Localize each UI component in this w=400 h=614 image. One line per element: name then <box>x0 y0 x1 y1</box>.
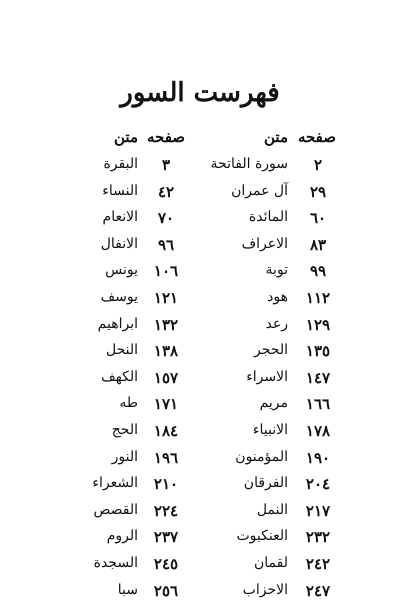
surah-name: الانفال <box>100 236 138 252</box>
page-number: ٦٠ <box>309 209 327 227</box>
page-number: ١٤٧ <box>305 369 331 387</box>
table-row <box>0 555 400 581</box>
surah-name: النحل <box>105 342 138 358</box>
page-number: ٢٣٢ <box>305 528 331 546</box>
page-title: فهرست السور <box>120 78 280 108</box>
page-number: ١٣٨ <box>153 342 179 360</box>
table-header <box>0 128 400 154</box>
page-number: ٢٠٤ <box>305 475 331 493</box>
surah-name: الفرقان <box>243 475 288 491</box>
page-number: ١٣٥ <box>305 342 331 360</box>
page-number: ٢٤٢ <box>305 555 331 573</box>
surah-name: رعد <box>265 316 288 332</box>
surah-name: النساء <box>102 183 138 199</box>
page-number: ١٧١ <box>153 395 179 413</box>
page-number: ١١٢ <box>305 289 331 307</box>
page-number: ١٢٩ <box>305 316 331 334</box>
surah-name: الكهف <box>101 369 138 385</box>
surah-name: سبا <box>117 582 138 598</box>
table-row <box>0 262 400 288</box>
page-number: ١٩٦ <box>153 449 179 467</box>
surah-name: الانبياء <box>252 422 288 438</box>
surah-name: النمل <box>256 502 288 518</box>
page-number: ١٩٠ <box>305 449 331 467</box>
page-number: ١٣٢ <box>153 316 179 334</box>
page-number: ٩٩ <box>309 262 327 280</box>
surah-name: الحج <box>111 422 138 438</box>
table-row <box>0 502 400 528</box>
page-number: ٢٣٧ <box>153 528 179 546</box>
table-row <box>0 422 400 448</box>
table-row <box>0 528 400 554</box>
page-number: ١٦٦ <box>305 395 331 413</box>
surah-name: طه <box>119 395 138 411</box>
table-row <box>0 342 400 368</box>
page-number: ٢٢٤ <box>153 502 179 520</box>
page-number: ٧٠ <box>157 209 175 227</box>
surah-name: الاحزاب <box>242 582 288 598</box>
surah-name: العنكبوت <box>236 528 288 544</box>
page-number: ٢١٠ <box>153 475 179 493</box>
page-number: ١٧٨ <box>305 422 331 440</box>
header-name-1: متن <box>264 128 288 146</box>
surah-name: ابراهيم <box>97 316 138 332</box>
surah-name: آل عمران <box>231 183 288 199</box>
surah-name: مريم <box>259 395 288 411</box>
page-number: ٢ <box>313 156 323 174</box>
surah-name: السجدة <box>93 555 138 571</box>
table-row <box>0 449 400 475</box>
surah-name: الحجر <box>254 342 288 358</box>
surah-name: القصص <box>93 502 138 518</box>
surah-name: سورة الفاتحة <box>210 156 288 172</box>
table-row <box>0 395 400 421</box>
header-page-2: صفحه <box>146 128 186 146</box>
surah-name: توبة <box>265 262 288 278</box>
page-number: ٢٤٧ <box>305 582 331 600</box>
surah-name: الروم <box>106 528 138 544</box>
page-number: ٢٥٦ <box>153 582 179 600</box>
table-row <box>0 236 400 262</box>
table-row <box>0 369 400 395</box>
page-number: ٢٩ <box>309 183 327 201</box>
page-number: ٩٦ <box>157 236 175 254</box>
table-row <box>0 582 400 608</box>
table-row <box>0 289 400 315</box>
page-number: ١٠٦ <box>153 262 179 280</box>
page-number: ١٢١ <box>153 289 179 307</box>
page-number: ٤٢ <box>157 183 175 201</box>
surah-name: الاسراء <box>246 369 288 385</box>
header-name-2: متن <box>114 128 138 146</box>
page-number: ٣ <box>161 156 171 174</box>
header-page-1: صفحه <box>297 128 336 146</box>
page-number: ١٥٧ <box>153 369 179 387</box>
page-number: ٢١٧ <box>305 502 331 520</box>
table-row <box>0 209 400 235</box>
surah-name: الانعام <box>102 209 138 225</box>
surah-name: البقرة <box>103 156 138 172</box>
table-row <box>0 316 400 342</box>
surah-name: يوسف <box>100 289 138 305</box>
page-number: ٢٤٥ <box>153 555 179 573</box>
surah-name: الاعراف <box>241 236 288 252</box>
page-number: ٨٣ <box>309 236 327 254</box>
surah-name: لقمان <box>254 555 288 571</box>
table-row <box>0 183 400 209</box>
page-number: ١٨٤ <box>153 422 179 440</box>
surah-name: هود <box>267 289 288 305</box>
table-row <box>0 475 400 501</box>
surah-name: المؤمنون <box>235 449 288 465</box>
surah-name: الشعراء <box>92 475 138 491</box>
surah-name: النور <box>111 449 138 465</box>
surah-name: يونس <box>105 262 138 278</box>
surah-name: المائدة <box>248 209 288 225</box>
table-row <box>0 156 400 182</box>
